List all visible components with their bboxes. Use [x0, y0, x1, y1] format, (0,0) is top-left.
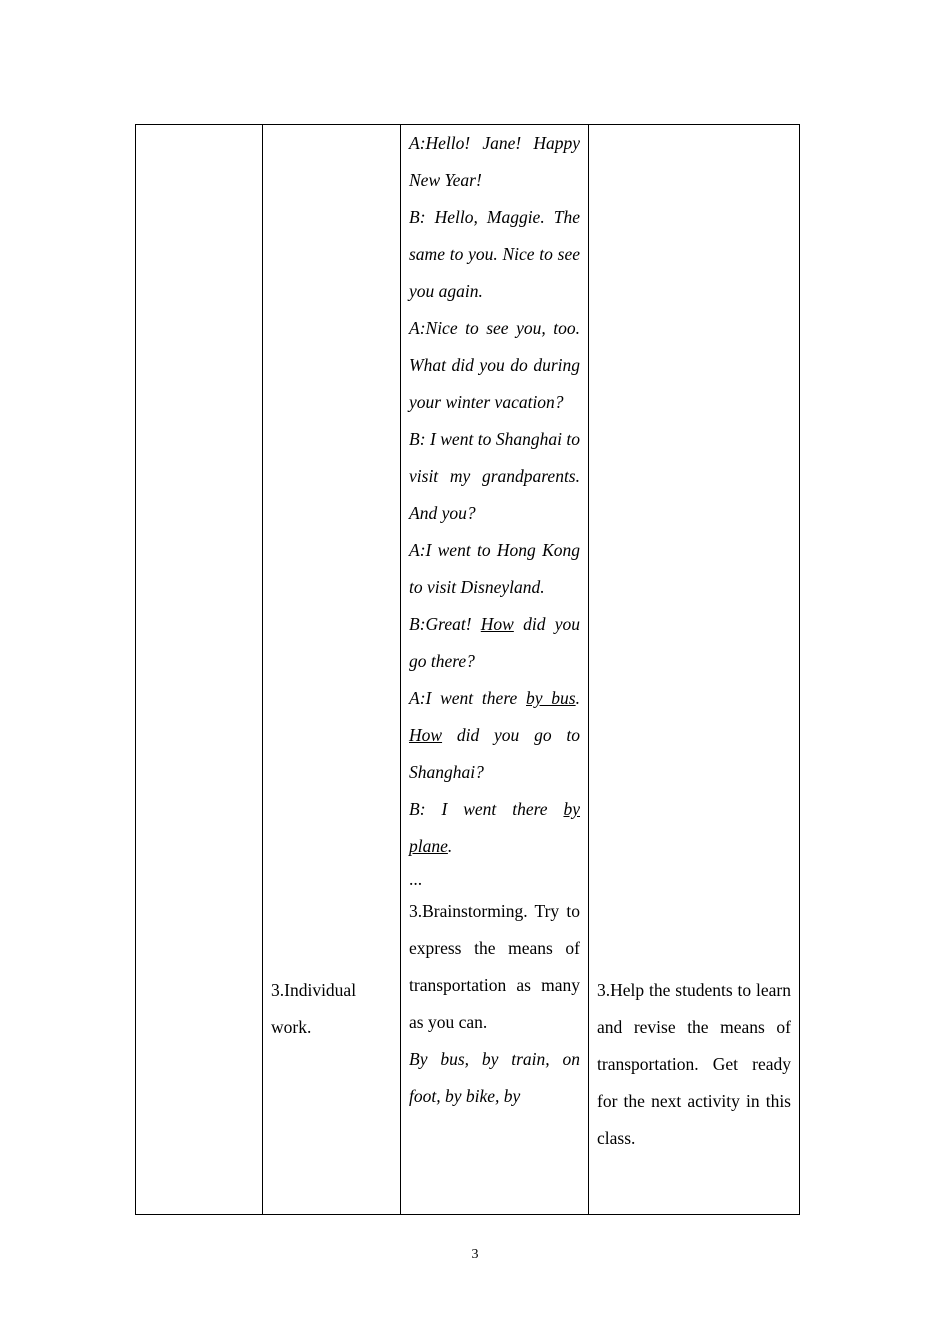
dialogue-line: A:I went to Hong Kong to visit Disneyland.: [409, 540, 580, 597]
column-divider: [262, 125, 263, 1214]
column-divider: [400, 125, 401, 1214]
dialogue-line: A:Nice to see you, too. What did you do during your winter vacation?: [409, 318, 580, 412]
underlined-phrase: by bus: [526, 688, 576, 708]
dialogue-line: [409, 680, 580, 791]
dialogue-text: did you go there?: [409, 614, 580, 671]
dialogue-line: [409, 791, 580, 865]
dialogue-line: A:Hello! Jane! Happy New Year!: [409, 133, 580, 190]
column-divider: [588, 125, 589, 1214]
dialogue-text: B:Great!: [409, 614, 481, 634]
underlined-phrase: How: [409, 725, 443, 745]
transport-examples: By bus, by train, on foot, by bike, by: [409, 1049, 580, 1106]
student-activity: 3.Individual work.: [271, 980, 357, 1037]
teaching-content-cell: [409, 125, 580, 1115]
dialogue-line: [409, 606, 580, 680]
teaching-purpose: 3.Help the students to learn and revise the means of transportation. Get ready for the next activity in this class.: [597, 980, 791, 1148]
dialogue-text: A:I went there: [409, 688, 527, 708]
underlined-phrase: How: [480, 614, 514, 634]
dialogue-text: B: I went there: [409, 799, 564, 819]
teaching-purpose-cell: [597, 972, 791, 1157]
ellipsis: ...: [409, 869, 423, 889]
page-number: 3: [471, 1247, 479, 1262]
student-activity-cell: [271, 972, 371, 1046]
brainstorming-instruction: 3.Brainstorming. Try to express the means of transportation as many as you can.: [409, 901, 580, 1032]
dialogue-line: B: I went to Shanghai to visit my grandparents. And you?: [409, 429, 580, 523]
dialogue-text: did you go to Shanghai?: [409, 725, 580, 782]
dialogue-line: B: Hello, Maggie. The same to you. Nice to see you again.: [409, 207, 580, 301]
dialogue-text: .: [575, 688, 580, 708]
underlined-phrase: by plane: [409, 799, 580, 856]
dialogue-text: .: [447, 836, 453, 856]
lesson-plan-table: [135, 124, 800, 1215]
